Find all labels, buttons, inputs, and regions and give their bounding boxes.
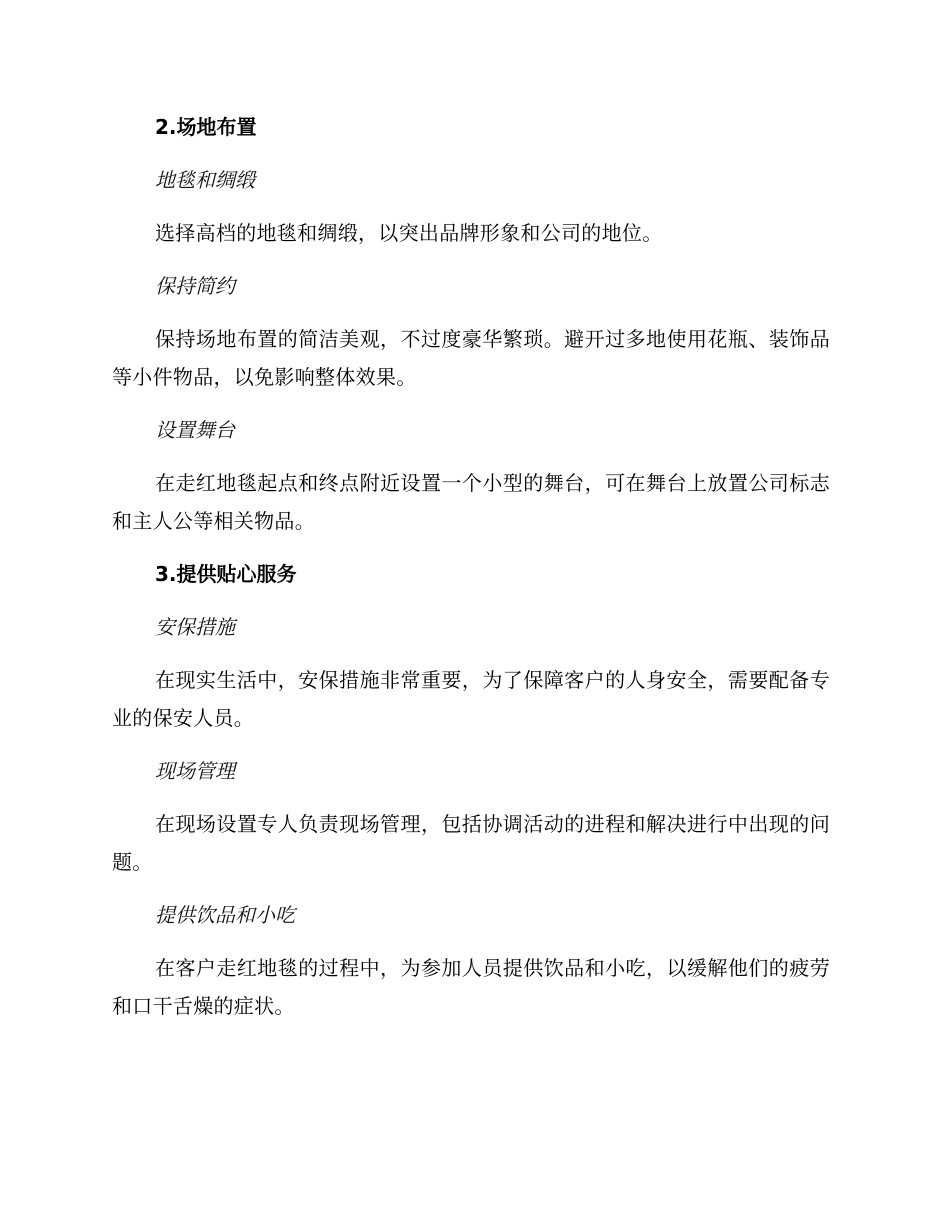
document-content [112,108,830,1040]
paragraph-onsite-management: 在现场设置专人负责现场管理，包括协调活动的进程和解决进行中出现的问题。 [112,812,830,874]
paragraph-security: 在现实生活中，安保措施非常重要，为了保障客户的人身安全，需要配备专业的保安人员。 [112,668,830,730]
section-heading-service: 3.提供贴心服务 [155,562,297,586]
subheading-simplicity: 保持简约 [155,274,235,298]
paragraph-carpet: 选择高档的地毯和绸缎，以突出品牌形象和公司的地位。 [155,221,663,245]
paragraph-stage: 在走红地毯起点和终点附近设置一个小型的舞台，可在舞台上放置公司标志和主人公等相关物品。 [112,471,830,533]
section-heading-venue: 2.场地布置 [155,115,257,139]
subheading-refreshments: 提供饮品和小吃 [155,903,295,927]
paragraph-simplicity: 保持场地布置的简洁美观，不过度豪华繁琐。避开过多地使用花瓶、装饰品等小件物品，以免影响整体效果。 [112,327,830,389]
subheading-stage: 设置舞台 [155,418,235,442]
subheading-security: 安保措施 [155,615,235,639]
subheading-carpet: 地毯和绸缎 [155,168,255,192]
subheading-onsite-management: 现场管理 [155,759,235,783]
paragraph-refreshments: 在客户走红地毯的过程中，为参加人员提供饮品和小吃，以缓解他们的疲劳和口干舌燥的症状。 [112,956,830,1018]
